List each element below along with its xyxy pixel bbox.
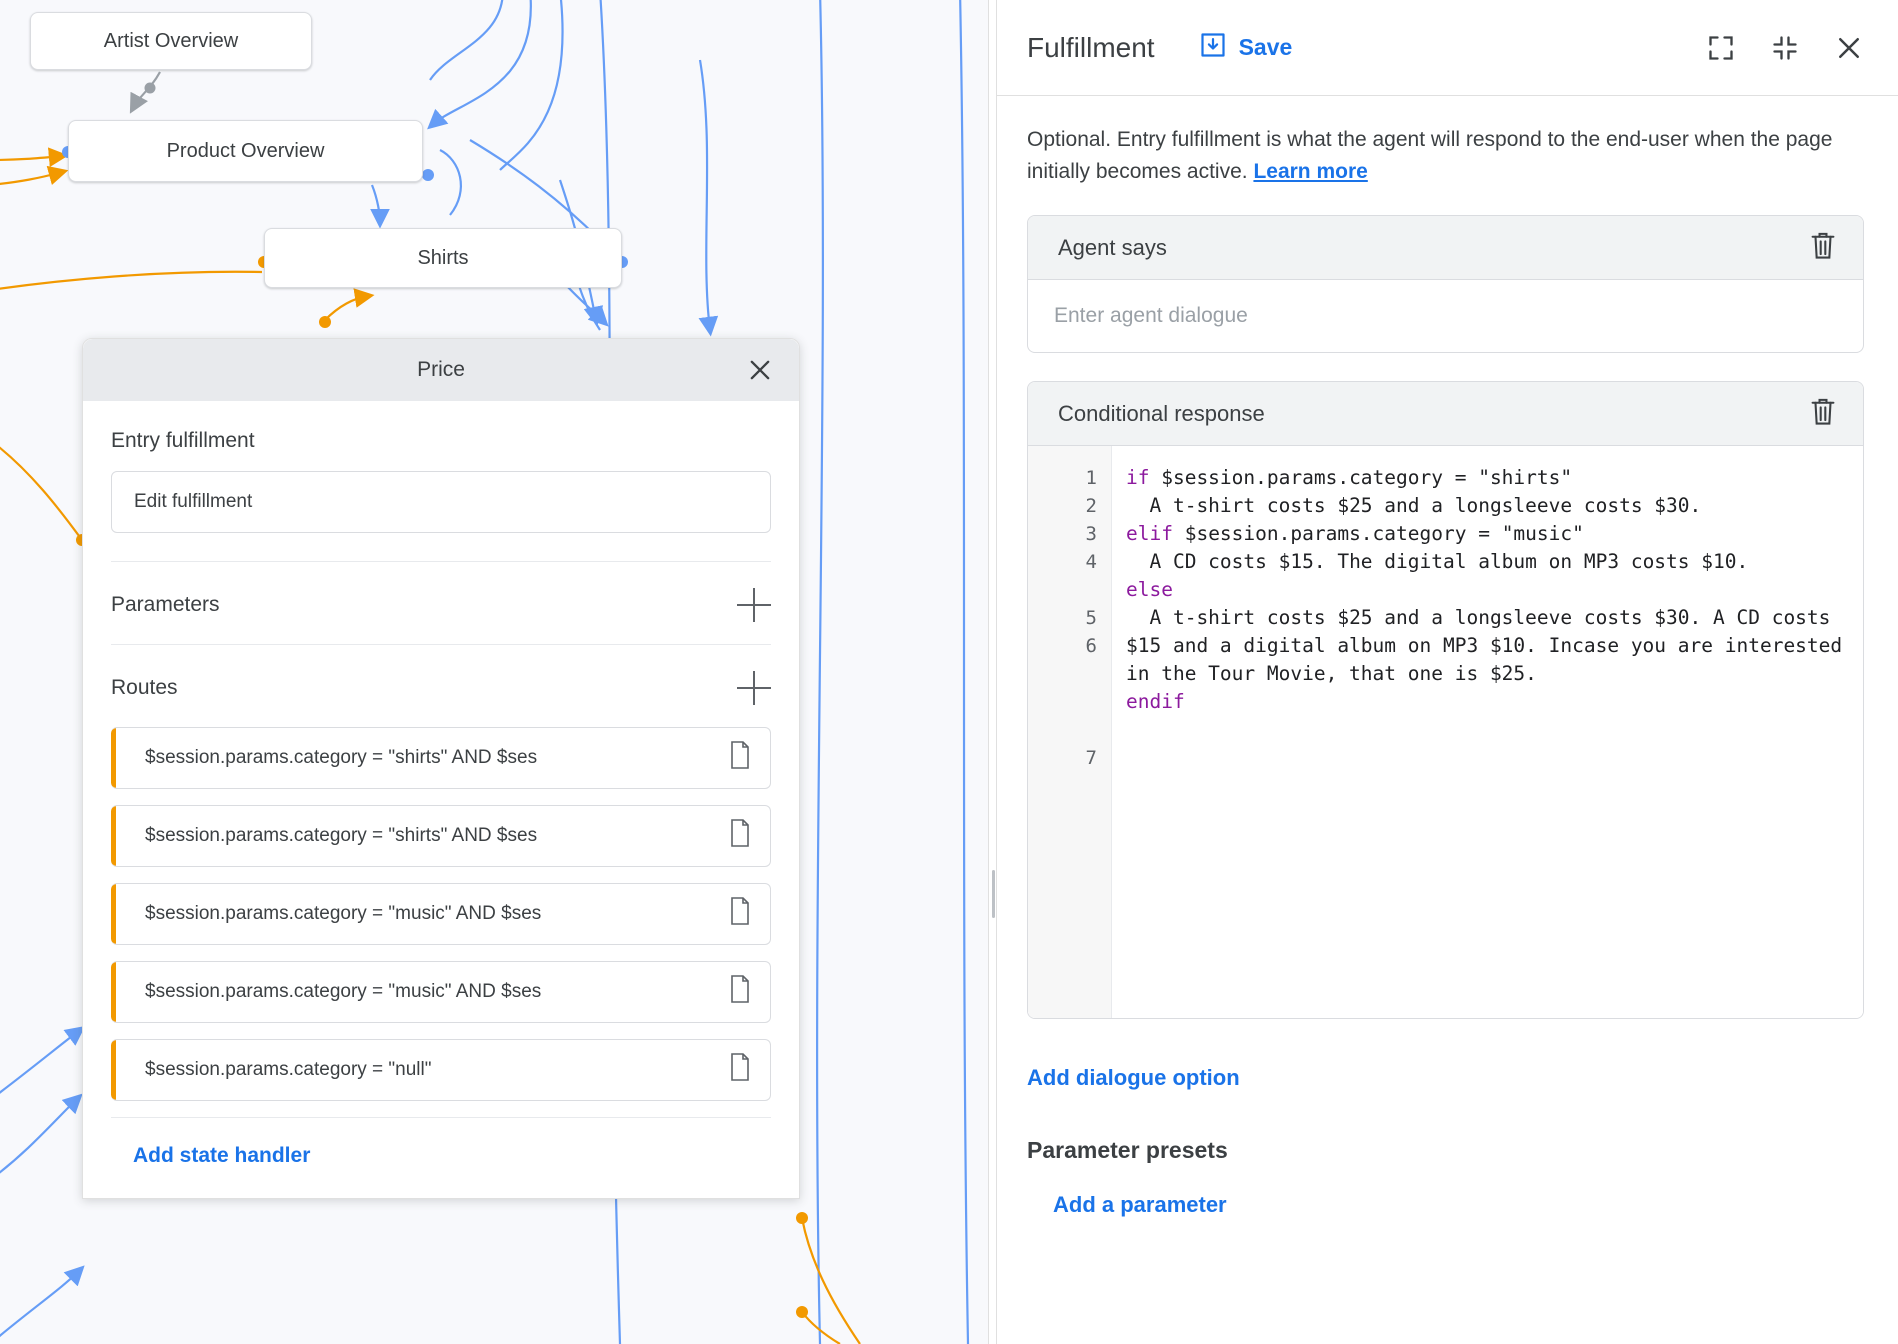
price-panel-title: Price (417, 358, 465, 381)
code-text: $session.params.category = "shirts" (1149, 466, 1573, 489)
flow-node-label: Product Overview (166, 139, 325, 162)
save-label: Save (1238, 34, 1293, 60)
line-number: 2 (1085, 495, 1097, 517)
plus-icon[interactable] (737, 671, 771, 705)
price-panel-body (83, 401, 799, 1198)
route-condition: $session.params.category = "music" AND $ses (145, 981, 542, 1002)
parameters-label: Parameters (111, 593, 220, 616)
conditional-response-card (1027, 381, 1864, 1019)
route-condition: $session.params.category = "shirts" AND $ses (145, 825, 538, 846)
route-condition: $session.params.category = "null" (145, 1059, 432, 1080)
line-number: 5 (1085, 607, 1097, 629)
line-number: 1 (1085, 467, 1097, 489)
line-number: 7 (1085, 747, 1097, 769)
line-number: 4 (1085, 551, 1097, 573)
learn-more-link[interactable]: Learn more (1253, 159, 1368, 183)
editor-line-numbers (1028, 446, 1112, 1018)
flow-node-label: Shirts (417, 246, 469, 269)
code-keyword: if (1126, 466, 1150, 489)
flow-node-label: Artist Overview (103, 29, 239, 52)
code-keyword: elif (1126, 522, 1173, 545)
agent-dialogue-placeholder: Enter agent dialogue (1054, 304, 1248, 327)
fulfillment-header (997, 0, 1898, 96)
header-actions (1706, 33, 1864, 63)
plus-icon[interactable] (737, 588, 771, 622)
code-keyword: endif (1126, 690, 1185, 713)
code-keyword: else (1126, 578, 1173, 601)
fullscreen-icon[interactable] (1706, 33, 1736, 63)
line-number: 3 (1085, 523, 1097, 545)
flow-node-product-overview[interactable] (68, 120, 423, 182)
trash-icon[interactable] (1809, 231, 1839, 265)
close-icon[interactable] (1834, 33, 1864, 63)
fulfillment-body (997, 96, 1898, 1218)
save-button[interactable] (1199, 31, 1293, 64)
document-icon[interactable] (728, 975, 752, 1009)
document-icon[interactable] (728, 741, 752, 775)
close-icon[interactable] (743, 353, 777, 387)
document-icon[interactable] (728, 819, 752, 853)
fulfillment-description (1027, 124, 1864, 187)
conditional-response-editor[interactable] (1028, 446, 1863, 1018)
edit-fulfillment-button[interactable] (111, 471, 771, 533)
entry-fulfillment-heading: Entry fulfillment (111, 429, 255, 452)
flow-node-shirts[interactable] (264, 228, 622, 288)
splitter-grip[interactable] (992, 870, 995, 918)
route-item[interactable] (111, 1039, 771, 1101)
line-number: 6 (1085, 635, 1097, 657)
code-text: A t-shirt costs $25 and a longsleeve costs $30. A CD costs $15 and a digital album on MP3 $10. Incase you are interested in the Tour Movie, that one is $25. (1126, 606, 1854, 685)
edit-fulfillment-label: Edit fulfillment (134, 491, 253, 512)
routes-section-header (111, 645, 771, 727)
panel-splitter[interactable] (988, 0, 997, 1344)
price-panel-header (83, 339, 799, 401)
conditional-response-header (1028, 382, 1863, 446)
code-text: $session.params.category = "music" (1172, 522, 1584, 545)
parameters-section-header (111, 562, 771, 644)
add-state-handler-button[interactable]: Add state handler (133, 1144, 311, 1167)
editor-code[interactable] (1112, 446, 1863, 1018)
page-title: Fulfillment (1027, 31, 1155, 63)
agent-says-card (1027, 215, 1864, 353)
document-icon[interactable] (728, 897, 752, 931)
add-a-parameter-button[interactable]: Add a parameter (1053, 1192, 1227, 1217)
agent-says-title: Agent says (1058, 234, 1167, 260)
price-page-panel (82, 338, 800, 1199)
save-icon (1199, 31, 1227, 64)
agent-dialogue-input[interactable] (1028, 280, 1863, 352)
document-icon[interactable] (728, 1053, 752, 1087)
route-item[interactable] (111, 805, 771, 867)
route-item[interactable] (111, 883, 771, 945)
route-condition: $session.params.category = "shirts" AND $ses (145, 747, 538, 768)
add-dialogue-option-button[interactable]: Add dialogue option (1027, 1065, 1240, 1090)
routes-label: Routes (111, 676, 178, 699)
parameter-presets-heading: Parameter presets (1027, 1137, 1228, 1163)
fulfillment-panel (997, 0, 1898, 1344)
agent-says-header (1028, 216, 1863, 280)
collapse-icon[interactable] (1770, 33, 1800, 63)
route-item[interactable] (111, 961, 771, 1023)
trash-icon[interactable] (1809, 397, 1839, 431)
flow-node-artist-overview[interactable] (30, 12, 312, 70)
conditional-response-title: Conditional response (1058, 400, 1265, 426)
code-text: A CD costs $15. The digital album on MP3 costs $10. (1126, 550, 1749, 573)
description-text: Optional. Entry fulfillment is what the agent will respond to the end-user when the page initially becomes active. (1027, 128, 1833, 183)
route-condition: $session.params.category = "music" AND $ses (145, 903, 542, 924)
code-text: A t-shirt costs $25 and a longsleeve costs $30. (1126, 494, 1702, 517)
route-item[interactable] (111, 727, 771, 789)
